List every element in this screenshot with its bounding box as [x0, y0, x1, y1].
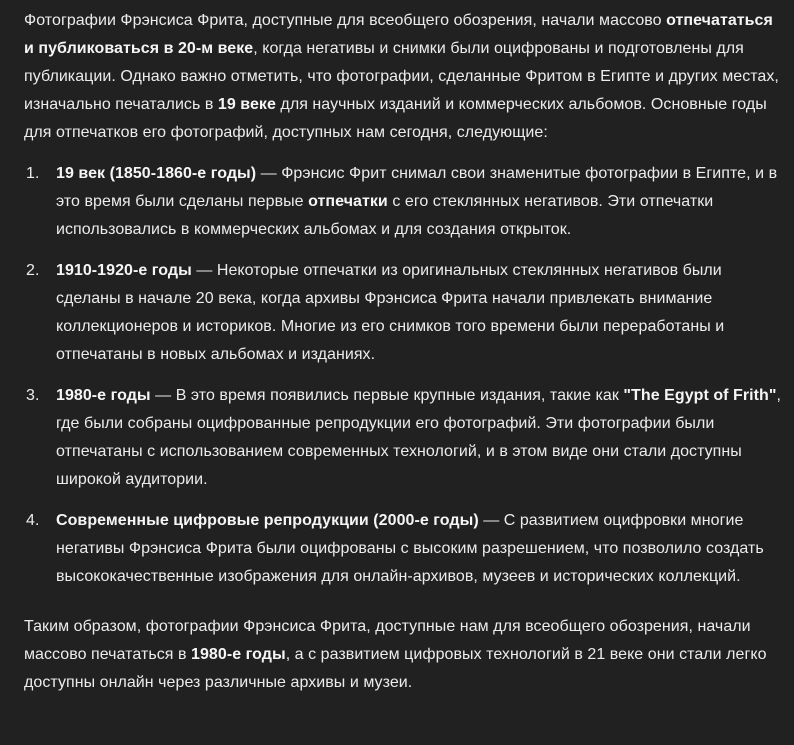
list-item-number: 3.: [26, 387, 40, 404]
list-item-text: с его стеклянных негативов. Эти отпечатки использовались в коммерческих альбомах и для создания открыток.: [56, 193, 714, 238]
list-item: [24, 507, 786, 591]
intro-text-3: для научных изданий и коммерческих альбомов. Основные годы для отпечатков его фотографий, доступных нам сегодня, следующие:: [24, 96, 767, 141]
assistant-message: [24, 7, 786, 697]
outro-text-2: , а с развитием цифровых технологий в 21 веке они стали легко доступны онлайн через различные архивы и музеи.: [24, 646, 767, 691]
list-item: [24, 382, 786, 494]
outro-bold-1: 1980-е годы: [191, 646, 286, 663]
list-item-number: 1.: [26, 165, 40, 182]
list-item-text: — Фрэнсис Фрит снимал свои знаменитые фотографии в Египте, и в это время были сделаны первые: [56, 165, 778, 210]
list-item-bold: отпечатки: [308, 193, 388, 210]
years-list: [24, 160, 786, 591]
intro-text-2: , когда негативы и снимки были оцифрованы и подготовлены для публикации. Однако важно отметить, что фотографии, сделанные Фритом в Египте и других местах, изначально печатались в: [24, 40, 779, 113]
intro-bold-1: отпечататься и публиковаться в 20-м веке: [24, 12, 773, 57]
intro-bold-2: 19 веке: [217, 96, 276, 113]
intro-paragraph: [24, 7, 786, 147]
intro-text-1: Фотографии Фрэнсиса Фрита, доступные для всеобщего обозрения, начали массово: [24, 12, 667, 29]
list-item: [24, 160, 786, 244]
list-item-text: — Некоторые отпечатки из оригинальных стеклянных негативов были сделаны в начале 20 века, когда архивы Фрэнсиса Фрита начали привлекать внимание коллекционеров и историков. Многие из его снимков того времени были переработаны и отпечатаны в новых альбомах и изданиях.: [56, 262, 725, 363]
list-item-number: 4.: [26, 512, 40, 529]
list-item-number: 2.: [26, 262, 40, 279]
outro-text-1: Таким образом, фотографии Фрэнсиса Фрита, доступные нам для всеобщего обозрения, начали массово печататься в: [24, 618, 751, 663]
list-item-title: 1910-1920-е годы: [56, 262, 192, 279]
list-item-bold: "The Egypt of Frith": [623, 387, 777, 404]
list-item-text: , где были собраны оцифрованные репродукции его фотографий. Эти фотографии были отпечатаны с использованием современных технологий, и в этом виде они стали доступны широкой аудитории.: [56, 387, 781, 488]
list-item-text: — С развитием оцифровки многие негативы Фрэнсиса Фрита были оцифрованы с высоким разрешением, что позволило создать высококачественные изображения для онлайн-архивов, музеев и исторических коллекций.: [56, 512, 764, 585]
list-item: [24, 257, 786, 369]
list-item-title: 19 век (1850-1860-е годы): [56, 165, 257, 182]
list-item-text: — В это время появились первые крупные издания, такие как: [150, 387, 624, 404]
list-item-title: 1980-е годы: [56, 387, 151, 404]
list-item-title: Современные цифровые репродукции (2000-е годы): [56, 512, 479, 529]
outro-paragraph: [24, 613, 786, 697]
